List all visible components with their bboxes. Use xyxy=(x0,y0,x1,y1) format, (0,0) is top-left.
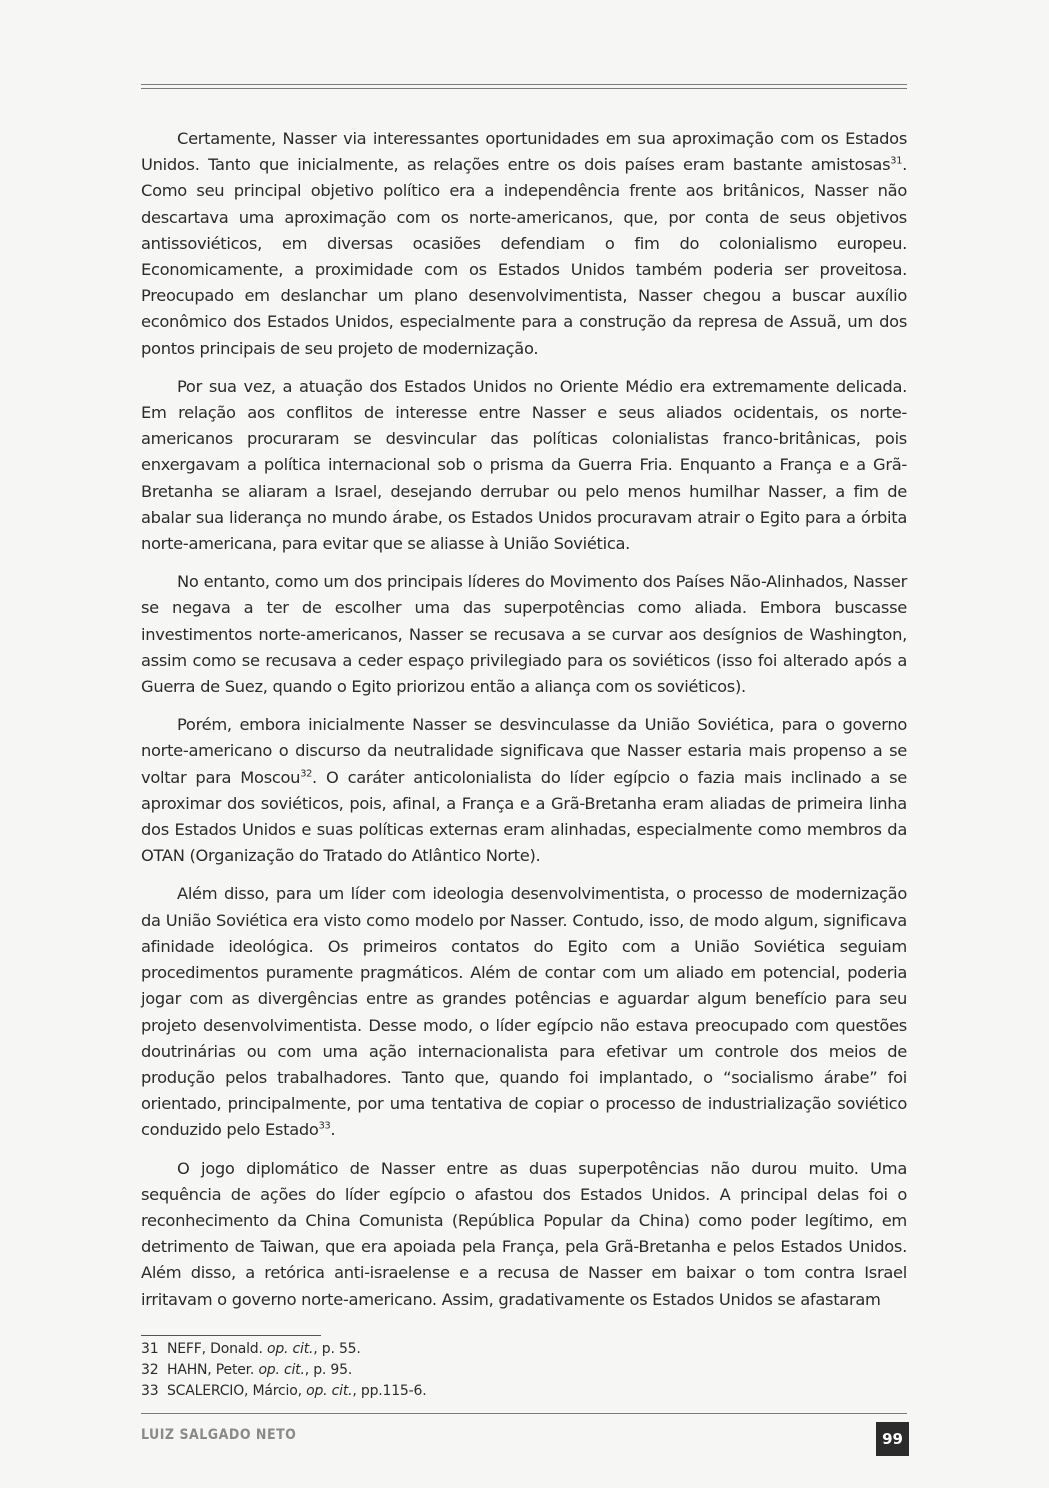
paragraph: No entanto, como um dos principais líderes do Movimento dos Países Não-Alinhados, Nasser se negava a ter de escolher uma das superpotências como aliada. Embora buscasse investimentos norte-americanos, Nasser se recusava a se curvar aos desígnios de Washington, assim como se recusava a ceder espaço privilegiado para os soviéticos (isso foi alterado após a Guerra de Suez, quando o Egito priorizou então a aliança com os soviéticos). xyxy=(141,572,907,697)
paragraph: Porém, embora inicialmente Nasser se desvinculasse da União Soviética, para o governo norte-americano o discurso da neutralidade significava que Nasser estaria mais propenso a se voltar para Moscou$^{32}$. O caráter anticolonialista do líder egípcio o fazia mais inclinado a se aproximar dos soviéticos, pois, afinal, a França e a Grã-Bretanha eram aliadas de primeira linha dos Estados Unidos e suas políticas externas eram alinhadas, especialmente como membros da OTAN (Organização do Tratado do Atlântico Norte). xyxy=(141,715,907,866)
footnote-ref[interactable]: 32 xyxy=(300,768,313,780)
footnote-item: 33 SCALERCIO, Márcio, op. cit., pp.115-6. xyxy=(141,1383,427,1399)
paragraph: Além disso, para um líder com ideologia desenvolvimentista, o processo de modernização da União Soviética era visto como modelo por Nasser. Contudo, isso, de modo algum, significava afinidade ideológica. Os primeiros contatos do Egito com a União Soviética seguiam procedimentos puramente pragmáticos. Além de contar com um aliado em potencial, poderia jogar com as divergências entre as grandes potências e aguardar algum benefício para seu projeto desenvolvimentista. Desse modo, o líder egípcio não estava preocupado com questões doutrinárias ou com uma ação internacionalista para efetivar um controle dos meios de produção pelos trabalhadores. Tanto que, quando foi implantado, o “socialismo árabe” foi orientado, principalmente, por uma tentativa de copiar o processo de industrialização soviético conduzido pelo Estado$^{33}$. xyxy=(141,884,907,1140)
footnote-item: 32 HAHN, Peter. op. cit., p. 95. xyxy=(141,1362,353,1378)
footnote-ref[interactable]: 31 xyxy=(890,155,903,167)
footnote-separator xyxy=(141,1335,321,1336)
footnotes xyxy=(141,1339,907,1402)
footer-rule xyxy=(141,1413,907,1414)
footnote-item: 31 NEFF, Donald. op. cit., p. 55. xyxy=(141,1341,361,1357)
footnote-ref[interactable]: 33 xyxy=(318,1120,331,1132)
footer-author: LUIZ SALGADO NETO xyxy=(141,1427,297,1443)
page-number: 99 xyxy=(876,1422,909,1456)
paragraph: Certamente, Nasser via interessantes oportunidades em sua aproximação com os Estados Unidos. Tanto que inicialmente, as relações entre os dois países eram bastante amistosas$^{31}$. Como seu principal objetivo político era a independência frente aos britânicos, Nasser não descartava uma aproximação com os norte-americanos, que, por conta de seus objetivos antissoviéticos, em diversas ocasiões defendiam o fim do colonialismo europeu. Economicamente, a proximidade com os Estados Unidos também poderia ser proveitosa. Preocupado em deslanchar um plano desenvolvimentista, Nasser chegou a buscar auxílio econômico dos Estados Unidos, especialmente para a construção da represa de Assuã, um dos pontos principais de seu projeto de modernização. xyxy=(141,129,907,358)
paragraph: O jogo diplomático de Nasser entre as duas superpotências não durou muito. Uma sequência de ações do líder egípcio o afastou dos Estados Unidos. A principal delas foi o reconhecimento da China Comunista (República Popular da China) como poder legítimo, em detrimento de Taiwan, que era apoiada pela França, pela Grã-Bretanha e pelos Estados Unidos. Além disso, a retórica anti-israelense e a recusa de Nasser em baixar o tom contra Israel irritavam o governo norte-americano. Assim, gradativamente os Estados Unidos se afastaram xyxy=(141,1158,907,1309)
paragraph: Por sua vez, a atuação dos Estados Unidos no Oriente Médio era extremamente delicada. Em relação aos conflitos de interesse entre Nasser e seus aliados ocidentais, os norte-americanos procuraram se desvincular das políticas colonialistas franco-britânicas, pois enxergavam a política internacional sob o prisma da Guerra Fria. Enquanto a França e a Grã-Bretanha se aliaram a Israel, desejando derrubar ou pelo menos humilhar Nasser, a fim de abalar sua liderança no mundo árabe, os Estados Unidos procuravam atrair o Egito para a órbita norte-americana, para evitar que se aliasse à União Soviética. xyxy=(141,376,907,554)
header-double-rule xyxy=(141,84,907,89)
body-text xyxy=(141,126,907,1325)
